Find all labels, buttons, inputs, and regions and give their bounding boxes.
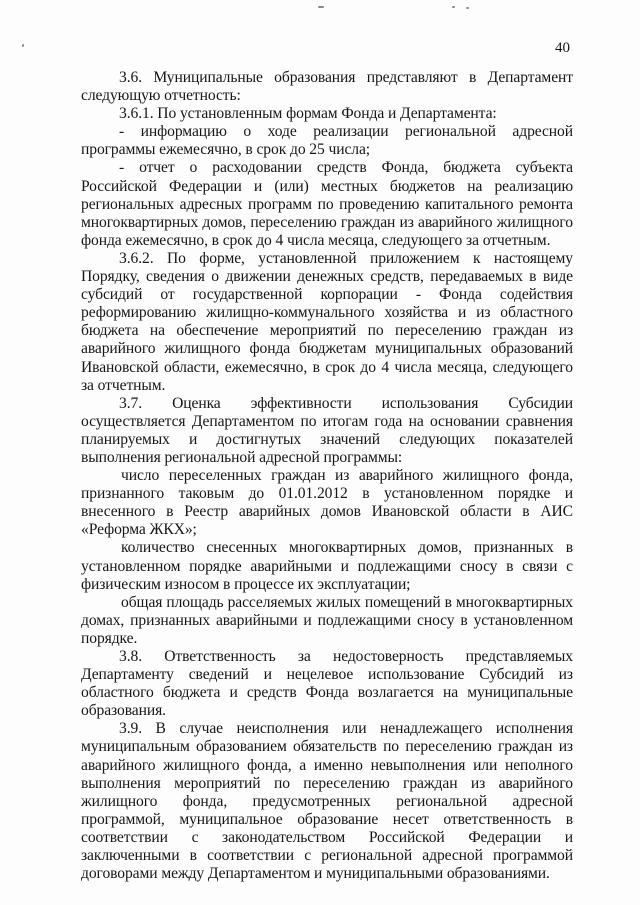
document-body [81, 69, 573, 883]
page-number: 40 [555, 40, 570, 56]
paragraph-3-9: 3.9. В случае неисполнения или ненадлежащего исполнения муниципальным образованием обязательств по переселению граждан из аварийного жилищного фонда, а именно невыполнения или неполного выполнения мероприятий по переселению граждан из аварийного жилищного фонда, предусмотренных региональной адресной программой, муниципальное образование несет ответственность в соответствии с законодательством Российской Федерации и заключенными в соответствии с региональной адресной программой договорами между Департаментом и муниципальными образованиями. [81, 720, 573, 883]
list-item-expense-report: - отчет о расходовании средств Фонда, бюджета субъекта Российской Федерации и (или) местных бюджетов на реализацию региональных адресных программ по проведению капитального ремонта многоквартирных домов, переселению граждан из аварийного жилищного фонда ежемесячно, в срок до 4 числа месяца, следующего за отчетным. [81, 159, 573, 249]
indicator-total-area: общая площадь расселяемых жилых помещений в многоквартирных домах, признанных аварийными и подлежащими сносу в установленном порядке. [81, 593, 573, 647]
paragraph-3-7: 3.7. Оценка эффективности использования Субсидии осуществляется Департаментом по итогам года на основании сравнения планируемых и достигнутых значений следующих показателей выполнения региональной адресной программы: [81, 394, 573, 466]
scan-speck [318, 6, 324, 8]
indicator-resettled-citizens: число переселенных граждан из аварийного жилищного фонда, признанного таковым до 01.01.2012 в установленном порядке и внесенного в Реестр аварийных домов Ивановской области в АИС «Реформа ЖКХ»; [81, 467, 573, 539]
list-item-progress-info: - информацию о ходе реализации региональной адресной программы ежемесячно, в срок до 25 числа; [81, 123, 573, 159]
scan-speck [466, 7, 469, 9]
paragraph-3-6-2: 3.6.2. По форме, установленной приложением к настоящему Порядку, сведения о движении денежных средств, передаваемых в виде субсидий от государственной корпорации - Фонда содействия реформированию жилищно-коммунального хозяйства и из областного бюджета на обеспечение мероприятий по переселению граждан из аварийного жилищного фонда бюджетам муниципальных образований Ивановской области, ежемесячно, в срок до 4 числа месяца, следующего за отчетным. [81, 249, 573, 394]
indicator-demolished-houses: количество снесенных многоквартирных домов, признанных в установленном порядке аварийными и подлежащими сносу в связи с физическим износом в процессе их эксплуатации; [81, 539, 573, 593]
scan-speck [452, 6, 455, 8]
paragraph-3-6-1: 3.6.1. По установленным формам Фонда и Департамента: [119, 105, 497, 123]
paragraph-3-8: 3.8. Ответственность за недостоверность представляемых Департаменту сведений и нецелевое использование Субсидий из областного бюджета и средств Фонда возлагается на муниципальные образования. [81, 648, 573, 720]
paragraph-3-6: 3.6. Муниципальные образования представляют в Департамент следующую отчетность: [81, 69, 573, 105]
scan-speck [22, 44, 24, 47]
